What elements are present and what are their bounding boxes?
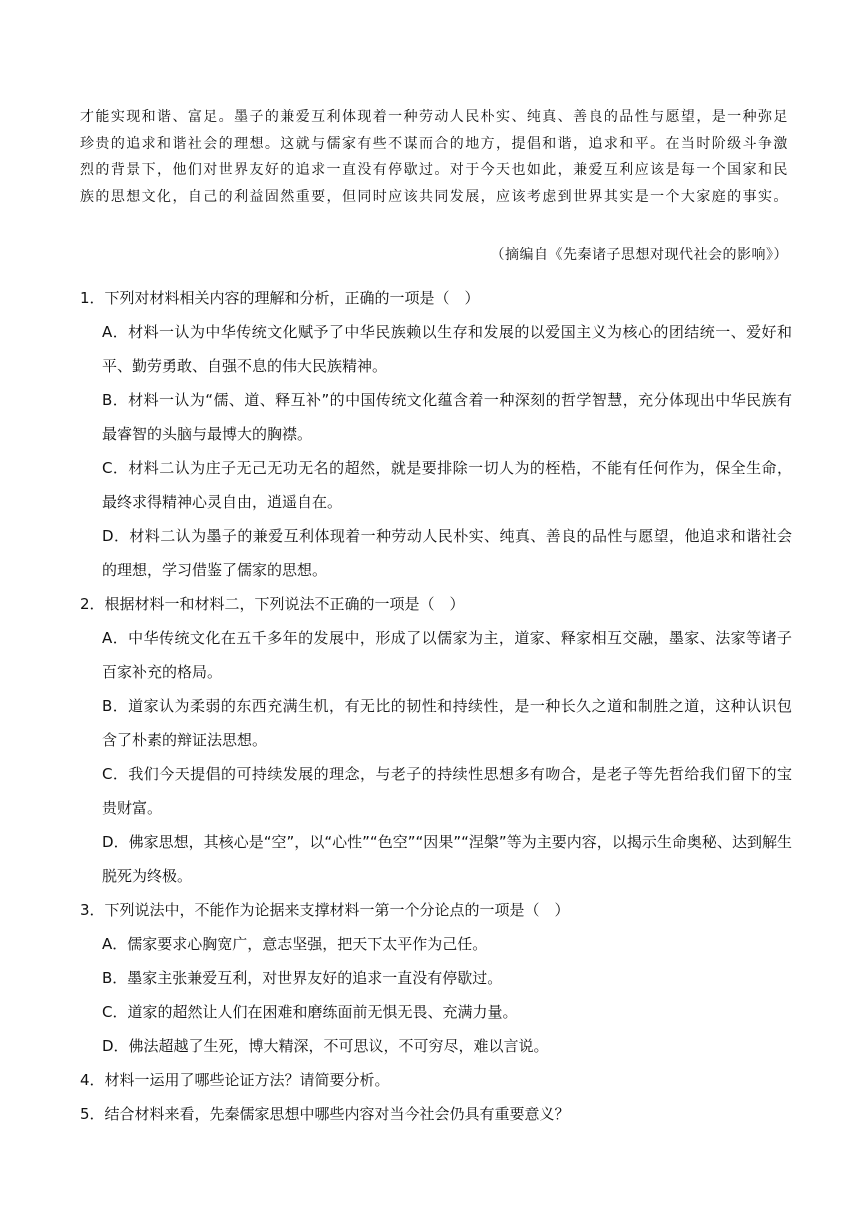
option-c xyxy=(80,757,792,825)
option-line: 的理想，学习借鉴了儒家的思想。 xyxy=(102,561,328,579)
option-line: 最终求得精神心灵自由，逍遥自在。 xyxy=(102,493,343,511)
option-line: A．材料一认为中华传统文化赋予了中华民族赖以生存和发展的以爱国主义为核心的团结统一、爱好和 xyxy=(102,323,792,341)
question-3 xyxy=(80,893,792,1063)
option-d: D．佛法超越了生死，博大精深，不可思议，不可穷尽，难以言说。 xyxy=(102,1037,549,1055)
option-line: A．中华传统文化在五千多年的发展中，形成了以儒家为主，道家、释家相互交融，墨家、法家等诸子 xyxy=(102,629,792,647)
option-line: 贵财富。 xyxy=(102,799,163,817)
option-c xyxy=(80,451,792,519)
option-a: A．儒家要求心胸宽广，意志坚强，把天下太平作为己任。 xyxy=(102,935,488,953)
option-line: C．材料二认为庄子无己无功无名的超然，就是要排除一切人为的桎梏，不能有任何作为，保全生命， xyxy=(102,459,792,477)
question-stem: 5．结合材料来看，先秦儒家思想中哪些内容对当今社会仍具有重要意义？ xyxy=(80,1105,570,1123)
question-stem: 4．材料一运用了哪些论证方法？请简要分析。 xyxy=(80,1071,390,1089)
material-line-3: 烈的背景下，他们对世界友好的追求一直没有停歇过。对于今天也如此，兼爱互利应该是每一个国家和民 xyxy=(80,162,788,178)
question-stem: 3．下列说法中，不能作为论据来支撑材料一第一个分论点的一项是（ ） xyxy=(80,901,570,919)
option-b xyxy=(80,689,792,757)
option-d xyxy=(80,519,792,587)
option-line: C．我们今天提倡的可持续发展的理念，与老子的持续性思想多有吻合，是老子等先哲给我们留下的宝 xyxy=(102,765,792,783)
option-line: B．材料一认为“儒、道、释互补”的中国传统文化蕴含着一种深刻的哲学智慧，充分体现出中华民族有 xyxy=(102,391,792,409)
option-b: B．墨家主张兼爱互利，对世界友好的追求一直没有停歇过。 xyxy=(102,969,503,987)
material-source: （摘编自《先秦诸子思想对现代社会的影响》） xyxy=(490,247,788,263)
option-b xyxy=(80,383,792,451)
question-stem: 2．根据材料一和材料二，下列说法不正确的一项是（ ） xyxy=(80,595,465,613)
question-list xyxy=(80,281,792,1131)
option-line: 平、勤劳勇敢、自强不息的伟大民族精神。 xyxy=(102,357,388,375)
question-1 xyxy=(80,281,792,587)
option-line: 百家补充的格局。 xyxy=(102,663,223,681)
option-a xyxy=(80,621,792,689)
question-stem: 1．下列对材料相关内容的理解和分析，正确的一项是（ ） xyxy=(80,289,480,307)
material-line-4: 族的思想文化，自己的利益固然重要，但同时应该共同发展，应该考虑到世界其实是一个大家庭的事实。 xyxy=(80,188,788,205)
option-line: D．佛家思想，其核心是“空”，以“心性”“色空”“因果”“涅槃”等为主要内容，以揭示生命奥秘、达到解生 xyxy=(102,833,792,851)
question-2 xyxy=(80,587,792,893)
option-d xyxy=(80,825,792,893)
material-line-1: 才能实现和谐、富足。墨子的兼爱互利体现着一种劳动人民朴实、纯真、善良的品性与愿望，是一种弥足 xyxy=(80,109,788,125)
material-line-2: 珍贵的追求和谐社会的理想。这就与儒家有些不谋而合的地方，提倡和谐，追求和平。在当时阶级斗争激 xyxy=(80,135,788,152)
question-5 xyxy=(80,1097,792,1131)
option-line: D．材料二认为墨子的兼爱互利体现着一种劳动人民朴实、纯真、善良的品性与愿望，他追求和谐社会 xyxy=(102,527,792,545)
question-4 xyxy=(80,1063,792,1097)
option-c: C．道家的超然让人们在困难和磨练面前无惧无畏、充满力量。 xyxy=(102,1003,518,1021)
option-line: 最睿智的头脑与最博大的胸襟。 xyxy=(102,425,313,443)
option-line: 含了朴素的辩证法思想。 xyxy=(102,731,268,749)
material-passage xyxy=(80,104,788,210)
option-line: 脱死为终极。 xyxy=(102,867,193,885)
option-a xyxy=(80,315,792,383)
option-line: B．道家认为柔弱的东西充满生机，有无比的韧性和持续性，是一种长久之道和制胜之道，这种认识包 xyxy=(102,697,792,715)
